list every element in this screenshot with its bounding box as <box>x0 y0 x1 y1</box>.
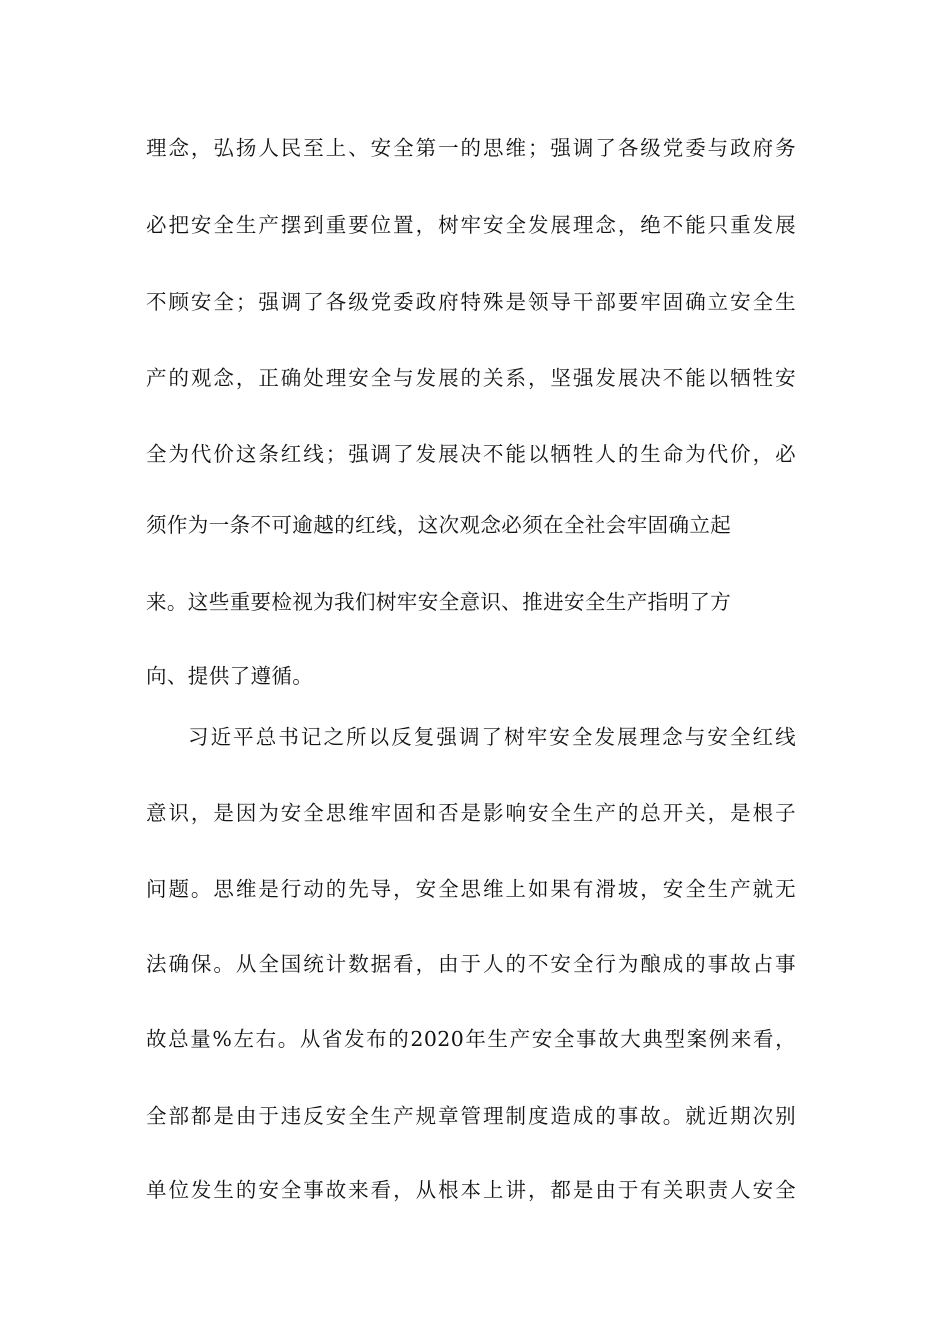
text-line: 问题。思维是行动的先导，安全思维上如果有滑坡，安全生产就无 <box>146 877 796 901</box>
text-line: 产的观念，正确处理安全与发展的关系，坚强发展决不能以牺牲安 <box>146 366 796 390</box>
text-line: 全为代价这条红线；强调了发展决不能以牺牲人的生命为代价，必 <box>146 442 796 466</box>
text-line: 向、提供了遵循。 <box>146 664 314 688</box>
text-line: 意识，是因为安全思维牢固和否是影响安全生产的总开关，是根子 <box>146 801 796 825</box>
text-line: 全部都是由于违反安全生产规章管理制度造成的事故。就近期次别 <box>146 1104 796 1128</box>
paragraph-first-line: 习近平总书记之所以反复强调了树牢安全发展理念与安全红线 <box>188 725 796 749</box>
text-line: 单位发生的安全事故来看，从根本上讲，都是由于有关职责人安全 <box>146 1178 796 1202</box>
text-line: 理念，弘扬人民至上、安全第一的思维；强调了各级党委与政府务 <box>146 136 796 160</box>
text-line: 须作为一条不可逾越的红线，这次观念必须在全社会牢固确立起 <box>146 513 732 537</box>
text-line: 必把安全生产摆到重要位置，树牢安全发展理念，绝不能只重发展 <box>146 213 796 237</box>
text-line: 法确保。从全国统计数据看，由于人的不安全行为酿成的事故占事 <box>146 952 796 976</box>
text-line: 来。这些重要检视为我们树牢安全意识、推进安全生产指明了方 <box>146 590 732 614</box>
text-line: 故总量%左右。从省发布的2020年生产安全事故大典型案例来看， <box>146 1027 796 1051</box>
text-line: 不顾安全；强调了各级党委政府特殊是领导干部要牢固确立安全生 <box>146 290 796 314</box>
